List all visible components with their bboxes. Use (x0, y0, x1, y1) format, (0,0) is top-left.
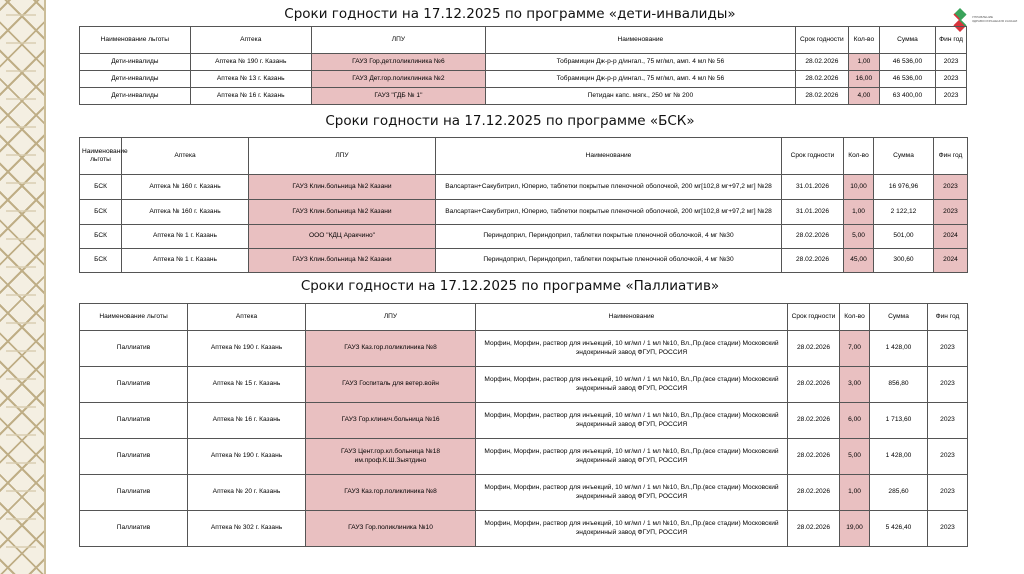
fin-year-cell: 2024 (934, 249, 968, 273)
column-header: Сумма (874, 138, 934, 175)
benefit-cell: Дети-инвалиды (80, 54, 191, 71)
table-row (80, 88, 967, 105)
fin-year-cell: 2023 (936, 54, 967, 71)
expiry-date-cell: 28.02.2026 (788, 331, 840, 367)
sum-cell: 46 536,00 (879, 54, 935, 71)
clinic-cell: ГАУЗ Гор.клинич.больница №16 (306, 403, 476, 439)
fin-year-cell: 2023 (928, 439, 968, 475)
expiry-date-cell: 31.01.2026 (782, 200, 844, 225)
section-title-children-disabled: Сроки годности на 17.12.2025 по программе «дети-инвалиды» (284, 6, 736, 22)
sum-cell: 285,60 (870, 475, 928, 511)
column-header: Сумма (879, 27, 935, 54)
pharmacy-cell: Аптека № 16 г. Казань (188, 403, 306, 439)
benefit-cell: Дети-инвалиды (80, 71, 191, 88)
clinic-cell: ГАУЗ Гор.дет.поликлиника №6 (311, 54, 485, 71)
drug-name-cell: Морфин, Морфин, раствор для инъекций, 10 мг/мл / 1 мл №10, Вл.,Пр.(все стадии) Московский эндокринный завод ФГУП, РОССИЯ (476, 403, 788, 439)
table-row (80, 439, 968, 475)
clinic-cell: ГАУЗ Цент.гор.кл.больница №18 им.проф.К.Ш.Зыятдино (306, 439, 476, 475)
column-header: Сумма (870, 304, 928, 331)
benefit-cell: БСК (80, 175, 122, 200)
column-header: Наименование льготы (80, 27, 191, 54)
benefit-cell: Паллиатив (80, 367, 188, 403)
quantity-cell: 1,00 (840, 475, 870, 511)
clinic-cell: ГАУЗ Каз.гор.поликлиника №8 (306, 331, 476, 367)
benefit-cell: БСК (80, 249, 122, 273)
pharmacy-cell: Аптека № 15 г. Казань (188, 367, 306, 403)
expiry-date-cell: 28.02.2026 (788, 475, 840, 511)
pharmacy-cell: Аптека № 16 г. Казань (190, 88, 311, 105)
fin-year-cell: 2023 (934, 200, 968, 225)
benefit-cell: Паллиатив (80, 475, 188, 511)
clinic-cell: ГАУЗ Госпиталь для ветер.войн (306, 367, 476, 403)
column-header: Фин год (934, 138, 968, 175)
quantity-cell: 1,00 (844, 200, 874, 225)
quantity-cell: 3,00 (840, 367, 870, 403)
fin-year-cell: 2023 (928, 331, 968, 367)
table-palliative (79, 303, 968, 547)
pharmacy-cell: Аптека № 160 г. Казань (122, 175, 249, 200)
logo-caption: УПРАВЛЕНИЕ ЗДРАВООХРАНЕНИЯ КАЗАНИ (972, 15, 1018, 23)
drug-name-cell: Тобрамицин Дж-р-р д/ингал., 75 мг/мл, амп. 4 мл № 56 (486, 54, 796, 71)
clinic-cell: ГАУЗ Каз.гор.поликлиника №8 (306, 475, 476, 511)
benefit-cell: Паллиатив (80, 331, 188, 367)
drug-name-cell: Морфин, Морфин, раствор для инъекций, 10 мг/мл / 1 мл №10, Вл.,Пр.(все стадии) Московский эндокринный завод ФГУП, РОССИЯ (476, 511, 788, 547)
sum-cell: 856,80 (870, 367, 928, 403)
column-header: Срок годности (782, 138, 844, 175)
table-row (80, 225, 968, 249)
expiry-date-cell: 28.02.2026 (788, 511, 840, 547)
expiry-date-cell: 28.02.2026 (795, 71, 848, 88)
column-header: Срок годности (788, 304, 840, 331)
table-row (80, 403, 968, 439)
drug-name-cell: Тобрамицин Дж-р-р д/ингал., 75 мг/мл, амп. 4 мл № 56 (486, 71, 796, 88)
benefit-cell: Паллиатив (80, 403, 188, 439)
benefit-cell: БСК (80, 200, 122, 225)
column-header: Наименование (476, 304, 788, 331)
column-header: Кол-во (844, 138, 874, 175)
drug-name-cell: Морфин, Морфин, раствор для инъекций, 10 мг/мл / 1 мл №10, Вл.,Пр.(все стадии) Московский эндокринный завод ФГУП, РОССИЯ (476, 367, 788, 403)
benefit-cell: БСК (80, 225, 122, 249)
benefit-cell: Дети-инвалиды (80, 88, 191, 105)
quantity-cell: 5,00 (840, 439, 870, 475)
clinic-cell: ГАУЗ Клин.больница №2 Казани (249, 200, 436, 225)
quantity-cell: 45,00 (844, 249, 874, 273)
quantity-cell: 5,00 (844, 225, 874, 249)
sum-cell: 2 122,12 (874, 200, 934, 225)
decorative-ornament-border (0, 0, 46, 574)
column-header: Аптека (122, 138, 249, 175)
section-title-bsk: Сроки годности на 17.12.2025 по программе «БСК» (325, 113, 695, 129)
table-row (80, 54, 967, 71)
pharmacy-cell: Аптека № 190 г. Казань (190, 54, 311, 71)
pharmacy-cell: Аптека № 20 г. Казань (188, 475, 306, 511)
table-row (80, 249, 968, 273)
column-header: Кол-во (840, 304, 870, 331)
quantity-cell: 1,00 (849, 54, 880, 71)
sum-cell: 300,60 (874, 249, 934, 273)
column-header: Наименование (436, 138, 782, 175)
column-header: Наименование (486, 27, 796, 54)
pharmacy-cell: Аптека № 302 г. Казань (188, 511, 306, 547)
sum-cell: 501,00 (874, 225, 934, 249)
drug-name-cell: Периндоприл, Периндоприл, таблетки покрытые пленочной оболочкой, 4 мг №30 (436, 225, 782, 249)
expiry-date-cell: 28.02.2026 (788, 439, 840, 475)
quantity-cell: 19,00 (840, 511, 870, 547)
clinic-cell: ГАУЗ Клин.больница №2 Казани (249, 249, 436, 273)
expiry-date-cell: 28.02.2026 (788, 367, 840, 403)
column-header: Наименование льготы (80, 304, 188, 331)
section-title-palliative: Сроки годности на 17.12.2025 по программе «Паллиатив» (300, 278, 720, 294)
column-header: Наименование льготы (80, 138, 122, 175)
expiry-date-cell: 28.02.2026 (788, 403, 840, 439)
pharmacy-cell: Аптека № 1 г. Казань (122, 249, 249, 273)
fin-year-cell: 2023 (936, 88, 967, 105)
fin-year-cell: 2023 (928, 367, 968, 403)
table-row (80, 475, 968, 511)
sum-cell: 1 428,00 (870, 331, 928, 367)
sum-cell: 46 536,00 (879, 71, 935, 88)
drug-name-cell: Валсартан+Сакубитрил, Юперио, таблетки покрытые пленочной оболочкой, 200 мг[102,8 мг+97,2 мг] №28 (436, 175, 782, 200)
sum-cell: 16 976,96 (874, 175, 934, 200)
column-header: ЛПУ (306, 304, 476, 331)
quantity-cell: 4,00 (849, 88, 880, 105)
table-header-row (80, 27, 967, 54)
drug-name-cell: Морфин, Морфин, раствор для инъекций, 10 мг/мл / 1 мл №10, Вл.,Пр.(все стадии) Московский эндокринный завод ФГУП, РОССИЯ (476, 475, 788, 511)
fin-year-cell: 2023 (934, 175, 968, 200)
clinic-cell: ГАУЗ Клин.больница №2 Казани (249, 175, 436, 200)
drug-name-cell: Петидан капс. мягк., 250 мг № 200 (486, 88, 796, 105)
pharmacy-cell: Аптека № 190 г. Казань (188, 439, 306, 475)
table-row (80, 331, 968, 367)
sum-cell: 1 713,60 (870, 403, 928, 439)
pharmacy-cell: Аптека № 1 г. Казань (122, 225, 249, 249)
table-row (80, 175, 968, 200)
fin-year-cell: 2023 (928, 403, 968, 439)
quantity-cell: 10,00 (844, 175, 874, 200)
column-header: ЛПУ (249, 138, 436, 175)
table-children-disabled (79, 26, 967, 105)
fin-year-cell: 2023 (928, 475, 968, 511)
quantity-cell: 7,00 (840, 331, 870, 367)
expiry-date-cell: 28.02.2026 (782, 225, 844, 249)
drug-name-cell: Валсартан+Сакубитрил, Юперио, таблетки покрытые пленочной оболочкой, 200 мг[102,8 мг+97,2 мг] №28 (436, 200, 782, 225)
table-header-row (80, 138, 968, 175)
clinic-cell: ГАУЗ Гор.поликлиника №10 (306, 511, 476, 547)
benefit-cell: Паллиатив (80, 511, 188, 547)
expiry-date-cell: 28.02.2026 (795, 88, 848, 105)
column-header: ЛПУ (311, 27, 485, 54)
drug-name-cell: Периндоприл, Периндоприл, таблетки покрытые пленочной оболочкой, 4 мг №30 (436, 249, 782, 273)
clinic-cell: ГАУЗ "ГДБ № 1" (311, 88, 485, 105)
pharmacy-cell: Аптека № 13 г. Казань (190, 71, 311, 88)
fin-year-cell: 2024 (934, 225, 968, 249)
sum-cell: 63 400,00 (879, 88, 935, 105)
quantity-cell: 6,00 (840, 403, 870, 439)
fin-year-cell: 2023 (936, 71, 967, 88)
sum-cell: 5 426,40 (870, 511, 928, 547)
table-header-row (80, 304, 968, 331)
column-header: Аптека (188, 304, 306, 331)
clinic-cell: ГАУЗ Дет.гор.поликлиника №2 (311, 71, 485, 88)
benefit-cell: Паллиатив (80, 439, 188, 475)
drug-name-cell: Морфин, Морфин, раствор для инъекций, 10 мг/мл / 1 мл №10, Вл.,Пр.(все стадии) Московский эндокринный завод ФГУП, РОССИЯ (476, 331, 788, 367)
table-row (80, 367, 968, 403)
table-row (80, 511, 968, 547)
expiry-date-cell: 28.02.2026 (782, 249, 844, 273)
table-row (80, 71, 967, 88)
expiry-date-cell: 28.02.2026 (795, 54, 848, 71)
pharmacy-cell: Аптека № 160 г. Казань (122, 200, 249, 225)
column-header: Фин год (928, 304, 968, 331)
column-header: Аптека (190, 27, 311, 54)
quantity-cell: 16,00 (849, 71, 880, 88)
sum-cell: 1 428,00 (870, 439, 928, 475)
drug-name-cell: Морфин, Морфин, раствор для инъекций, 10 мг/мл / 1 мл №10, Вл.,Пр.(все стадии) Московский эндокринный завод ФГУП, РОССИЯ (476, 439, 788, 475)
pharmacy-cell: Аптека № 190 г. Казань (188, 331, 306, 367)
fin-year-cell: 2023 (928, 511, 968, 547)
table-bsk (79, 137, 968, 273)
column-header: Срок годности (795, 27, 848, 54)
table-row (80, 200, 968, 225)
column-header: Фин год (936, 27, 967, 54)
column-header: Кол-во (849, 27, 880, 54)
expiry-date-cell: 31.01.2026 (782, 175, 844, 200)
clinic-cell: ООО "КДЦ Аракчино" (249, 225, 436, 249)
